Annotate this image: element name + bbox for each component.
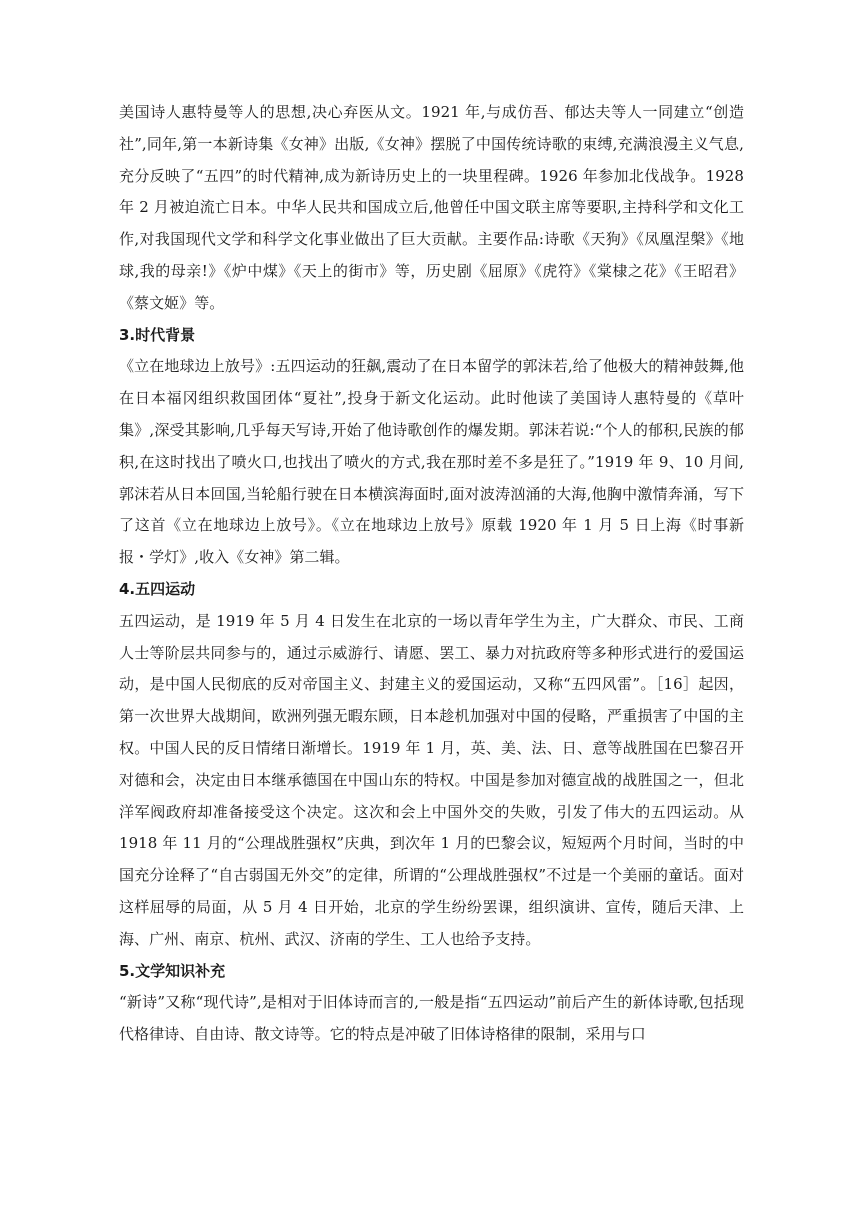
author-bio-paragraph: 美国诗人惠特曼等人的思想,决心弃医从文。1921 年,与成仿吾、郁达夫等人一同建立“创造社”,同年,第一本新诗集《女神》出版,《女神》摆脱了中国传统诗歌的束缚,充满浪漫主义气息,充分反映了“五四”的时代精神,成为新诗历史上的一块里程碑。1926 年参加北伐战争。1928 年 2 月被迫流亡日本。中华人民共和国成立后,他曾任中国文联主席等要职,主持科学和文化工作,对我国现代文学和科学文化事业做出了巨大贡献。主要作品:诗歌《天狗》《凤凰涅槃》《地球,我的母亲!》《炉中煤》《天上的街市》等，历史剧《屈原》《虎符》《棠棣之花》《王昭君》《蔡文姬》等。 xyxy=(119,103,744,312)
section-heading-may-fourth: 4.五四运动 xyxy=(119,579,196,598)
section-heading-literary-knowledge: 5.文学知识补充 xyxy=(119,961,226,980)
document-body xyxy=(119,97,744,1051)
may-fourth-paragraph: 五四运动，是 1919 年 5 月 4 日发生在北京的一场以青年学生为主，广大群众、市民、工商人士等阶层共同参与的，通过示威游行、请愿、罢工、暴力对抗政府等多种形式进行的爱国运动，是中国人民彻底的反对帝国主义、封建主义的爱国运动，又称“五四风雷”。［16］起因，第一次世界大战期间，欧洲列强无暇东顾，日本趁机加强对中国的侵略，严重损害了中国的主权。中国人民的反日情绪日渐增长。1919 年 1 月，英、美、法、日、意等战胜国在巴黎召开对德和会，决定由日本继承德国在中国山东的特权。中国是参加对德宣战的战胜国之一，但北洋军阀政府却准备接受这个决定。这次和会上中国外交的失败，引发了伟大的五四运动。从 1918 年 11 月的“公理战胜强权”庆典，到次年 1 月的巴黎会议，短短两个月时间，当时的中国充分诠释了“自古弱国无外交”的定律，所谓的“公理战胜强权”不过是一个美丽的童话。面对这样屈辱的局面，从 5 月 4 日开始，北京的学生纷纷罢课，组织演讲、宣传，随后天津、上海、广州、南京、杭州、武汉、济南的学生、工人也给予支持。 xyxy=(119,611,744,948)
background-paragraph: 《立在地球边上放号》:五四运动的狂飙,震动了在日本留学的郭沫若,给了他极大的精神鼓舞,他在日本福冈组织救国团体“夏社”,投身于新文化运动。此时他读了美国诗人惠特曼的《草叶集》,深受其影响,几乎每天写诗,开始了他诗歌创作的爆发期。郭沫若说:“个人的郁积,民族的郁积,在这时找出了喷火口,也找出了喷火的方式,我在那时差不多是狂了。”1919 年 9、10 月间,郭沫若从日本回国,当轮船行驶在日本横滨海面时,面对波涛汹涌的大海,他胸中激情奔涌，写下了这首《立在地球边上放号》。《立在地球边上放号》原载 1920 年 1 月 5 日上海《时事新报・学灯》,收入《女神》第二辑。 xyxy=(119,357,744,567)
literary-knowledge-paragraph: “新诗”又称“现代诗”,是相对于旧体诗而言的,一般是指“五四运动”前后产生的新体诗歌,包括现代格律诗、自由诗、散文诗等。它的特点是冲破了旧体诗格律的限制，采用与口 xyxy=(119,993,744,1044)
section-heading-background: 3.时代背景 xyxy=(119,325,196,344)
